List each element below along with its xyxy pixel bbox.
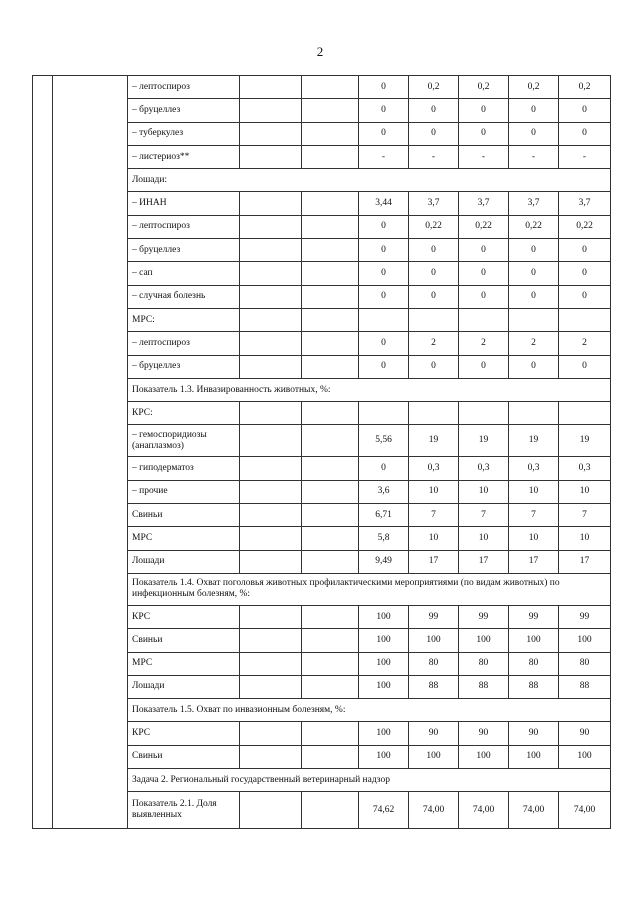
value-cell: 3,44 <box>359 192 409 215</box>
value-cell: 0 <box>459 355 509 378</box>
row-label: – листериоз** <box>128 145 240 168</box>
row-label: КРС <box>128 605 240 628</box>
unit-cell <box>240 355 302 378</box>
base-cell <box>302 355 359 378</box>
value-cell: 10 <box>509 480 559 503</box>
value-cell: 0 <box>359 239 409 262</box>
value-cell: 99 <box>459 605 509 628</box>
unit-cell <box>240 332 302 355</box>
value-cell: 3,6 <box>359 480 409 503</box>
value-cell: 0 <box>409 355 459 378</box>
row-label: – случная болезнь <box>128 285 240 308</box>
value-cell: 0 <box>509 122 559 145</box>
value-cell: 2 <box>409 332 459 355</box>
row-label: Лошади <box>128 550 240 573</box>
value-cell: 10 <box>559 527 611 550</box>
value-cell: 0 <box>459 262 509 285</box>
row-label: Показатель 1.4. Охват поголовья животных профилактическими мероприятиями (по видам животных) по инфекционным болезням, %: <box>128 573 611 605</box>
unit-cell <box>240 745 302 768</box>
value-cell: 74,00 <box>559 792 611 829</box>
value-cell: 17 <box>559 550 611 573</box>
value-cell: 88 <box>409 675 459 698</box>
unit-cell <box>240 122 302 145</box>
base-cell <box>302 145 359 168</box>
row-label: Свиньи <box>128 504 240 527</box>
value-cell: 0 <box>359 285 409 308</box>
row-label: Показатель 1.3. Инвазированность животных, %: <box>128 378 611 401</box>
value-cell: 0 <box>359 332 409 355</box>
row-label: – прочие <box>128 480 240 503</box>
unit-cell <box>240 792 302 829</box>
base-cell <box>302 745 359 768</box>
value-cell: 100 <box>359 675 409 698</box>
value-cell: 19 <box>559 425 611 457</box>
base-cell <box>302 629 359 652</box>
value-cell: 10 <box>409 480 459 503</box>
value-cell: 7 <box>509 504 559 527</box>
row-label: Лошади <box>128 675 240 698</box>
row-label: – бруцеллез <box>128 239 240 262</box>
value-cell: 0,2 <box>559 76 611 99</box>
row-label: МРС <box>128 652 240 675</box>
value-cell: 90 <box>409 722 459 745</box>
base-cell <box>302 652 359 675</box>
value-cell: 0 <box>409 99 459 122</box>
value-cell: 0 <box>509 99 559 122</box>
value-cell: 0 <box>359 457 409 480</box>
value-cell: 3,7 <box>409 192 459 215</box>
value-cell: 0 <box>559 355 611 378</box>
value-cell: 10 <box>509 527 559 550</box>
value-cell: 0,22 <box>409 215 459 238</box>
base-cell <box>302 122 359 145</box>
row-label: – бруцеллез <box>128 355 240 378</box>
value-cell: - <box>359 145 409 168</box>
value-cell: 0 <box>559 262 611 285</box>
value-cell: 17 <box>509 550 559 573</box>
value-cell: 100 <box>359 605 409 628</box>
value-cell: 80 <box>559 652 611 675</box>
unit-cell <box>240 527 302 550</box>
unit-cell <box>240 652 302 675</box>
base-cell <box>302 722 359 745</box>
value-cell: - <box>509 145 559 168</box>
value-cell: 0 <box>409 239 459 262</box>
value-cell: 0 <box>359 262 409 285</box>
value-cell: 100 <box>559 629 611 652</box>
value-cell: 0 <box>509 355 559 378</box>
value-cell: 0 <box>359 122 409 145</box>
value-cell: 90 <box>559 722 611 745</box>
row-label: – ИНАН <box>128 192 240 215</box>
base-cell <box>302 285 359 308</box>
row-label: Свиньи <box>128 745 240 768</box>
value-cell: 100 <box>459 629 509 652</box>
value-cell: 0 <box>359 355 409 378</box>
base-cell <box>302 425 359 457</box>
value-cell: 80 <box>509 652 559 675</box>
value-cell: 17 <box>409 550 459 573</box>
row-label: – гемоспоридиозы (анаплазмоз) <box>128 425 240 457</box>
base-cell <box>302 504 359 527</box>
row-label: Свиньи <box>128 629 240 652</box>
value-cell: 0 <box>409 285 459 308</box>
value-cell: - <box>409 145 459 168</box>
value-cell: 0,22 <box>559 215 611 238</box>
row-label: – туберкулез <box>128 122 240 145</box>
unit-cell <box>240 402 302 425</box>
value-cell: 0 <box>509 239 559 262</box>
value-cell: 99 <box>409 605 459 628</box>
value-cell <box>509 402 559 425</box>
value-cell: 0,22 <box>459 215 509 238</box>
base-cell <box>302 792 359 829</box>
indicators-table <box>32 75 611 829</box>
unit-cell <box>240 262 302 285</box>
unit-cell <box>240 145 302 168</box>
value-cell: 0 <box>559 285 611 308</box>
unit-cell <box>240 605 302 628</box>
base-cell <box>302 308 359 331</box>
value-cell: 0 <box>509 285 559 308</box>
unit-cell <box>240 480 302 503</box>
value-cell: 0 <box>509 262 559 285</box>
unit-cell <box>240 192 302 215</box>
value-cell: 100 <box>359 652 409 675</box>
row-label: – сап <box>128 262 240 285</box>
value-cell: 5,56 <box>359 425 409 457</box>
base-cell <box>302 239 359 262</box>
unit-cell <box>240 425 302 457</box>
value-cell: 9,49 <box>359 550 409 573</box>
value-cell <box>409 402 459 425</box>
unit-cell <box>240 629 302 652</box>
value-cell: 0 <box>409 122 459 145</box>
value-cell <box>359 402 409 425</box>
value-cell <box>559 308 611 331</box>
row-label: КРС <box>128 722 240 745</box>
row-label: Задача 2. Региональный государственный ветеринарный надзор <box>128 769 611 792</box>
task-name-column <box>53 76 128 829</box>
value-cell: 0 <box>559 122 611 145</box>
value-cell: 100 <box>359 745 409 768</box>
row-number-column <box>33 76 53 829</box>
value-cell: 2 <box>459 332 509 355</box>
value-cell: 2 <box>559 332 611 355</box>
value-cell: 74,00 <box>459 792 509 829</box>
row-label: – лептоспироз <box>128 215 240 238</box>
value-cell: 0,22 <box>509 215 559 238</box>
value-cell: 3,7 <box>509 192 559 215</box>
value-cell: 88 <box>459 675 509 698</box>
value-cell: 0 <box>459 239 509 262</box>
value-cell <box>359 308 409 331</box>
value-cell: 80 <box>459 652 509 675</box>
value-cell: 0 <box>459 285 509 308</box>
unit-cell <box>240 308 302 331</box>
value-cell: 88 <box>509 675 559 698</box>
value-cell: 19 <box>409 425 459 457</box>
value-cell: 6,71 <box>359 504 409 527</box>
unit-cell <box>240 99 302 122</box>
value-cell: - <box>559 145 611 168</box>
unit-cell <box>240 76 302 99</box>
value-cell: 10 <box>459 480 509 503</box>
base-cell <box>302 457 359 480</box>
value-cell: 74,00 <box>409 792 459 829</box>
value-cell <box>459 402 509 425</box>
value-cell: 19 <box>459 425 509 457</box>
value-cell <box>559 402 611 425</box>
value-cell: 100 <box>509 629 559 652</box>
base-cell <box>302 480 359 503</box>
base-cell <box>302 527 359 550</box>
base-cell <box>302 402 359 425</box>
value-cell: 10 <box>409 527 459 550</box>
table-row <box>33 76 611 99</box>
value-cell: 100 <box>509 745 559 768</box>
row-label: Лошади: <box>128 169 611 192</box>
row-label: – гиподерматоз <box>128 457 240 480</box>
value-cell: 74,62 <box>359 792 409 829</box>
value-cell: 99 <box>509 605 559 628</box>
unit-cell <box>240 239 302 262</box>
value-cell: 0,2 <box>509 76 559 99</box>
row-label: – лептоспироз <box>128 332 240 355</box>
row-label: Показатель 1.5. Охват по инвазионным болезням, %: <box>128 699 611 722</box>
unit-cell <box>240 457 302 480</box>
value-cell: 3,7 <box>459 192 509 215</box>
row-label: КРС: <box>128 402 240 425</box>
value-cell: - <box>459 145 509 168</box>
value-cell: 0,3 <box>509 457 559 480</box>
value-cell: 10 <box>459 527 509 550</box>
row-label: МРС: <box>128 308 240 331</box>
value-cell: 3,7 <box>559 192 611 215</box>
base-cell <box>302 76 359 99</box>
unit-cell <box>240 675 302 698</box>
value-cell <box>409 308 459 331</box>
value-cell: 5,8 <box>359 527 409 550</box>
base-cell <box>302 332 359 355</box>
value-cell: 88 <box>559 675 611 698</box>
value-cell: 100 <box>559 745 611 768</box>
row-label: Показатель 2.1. Доля выявленных <box>128 792 240 829</box>
value-cell <box>459 308 509 331</box>
page-number: 2 <box>316 44 324 59</box>
base-cell <box>302 215 359 238</box>
unit-cell <box>240 285 302 308</box>
value-cell: 0 <box>459 99 509 122</box>
value-cell: 0 <box>459 122 509 145</box>
value-cell: 99 <box>559 605 611 628</box>
value-cell: 19 <box>509 425 559 457</box>
value-cell: 0 <box>409 262 459 285</box>
unit-cell <box>240 550 302 573</box>
value-cell: 0 <box>359 215 409 238</box>
value-cell: 74,00 <box>509 792 559 829</box>
value-cell: 80 <box>409 652 459 675</box>
value-cell: 100 <box>409 629 459 652</box>
value-cell: 7 <box>409 504 459 527</box>
value-cell: 90 <box>509 722 559 745</box>
value-cell: 0 <box>559 239 611 262</box>
value-cell: 100 <box>359 722 409 745</box>
value-cell: 0,3 <box>459 457 509 480</box>
unit-cell <box>240 504 302 527</box>
value-cell: 90 <box>459 722 509 745</box>
unit-cell <box>240 215 302 238</box>
value-cell: 7 <box>459 504 509 527</box>
value-cell: 100 <box>409 745 459 768</box>
value-cell: 2 <box>509 332 559 355</box>
base-cell <box>302 550 359 573</box>
unit-cell <box>240 722 302 745</box>
value-cell: 17 <box>459 550 509 573</box>
row-label: – бруцеллез <box>128 99 240 122</box>
value-cell: 0 <box>359 99 409 122</box>
value-cell: 0,3 <box>409 457 459 480</box>
value-cell: 0,2 <box>409 76 459 99</box>
row-label: – лептоспироз <box>128 76 240 99</box>
base-cell <box>302 262 359 285</box>
value-cell: 100 <box>359 629 409 652</box>
value-cell: 10 <box>559 480 611 503</box>
value-cell: 100 <box>459 745 509 768</box>
value-cell <box>509 308 559 331</box>
value-cell: 0 <box>359 76 409 99</box>
base-cell <box>302 99 359 122</box>
value-cell: 0 <box>559 99 611 122</box>
value-cell: 0,2 <box>459 76 509 99</box>
base-cell <box>302 192 359 215</box>
row-label: МРС <box>128 527 240 550</box>
base-cell <box>302 675 359 698</box>
value-cell: 7 <box>559 504 611 527</box>
value-cell: 0,3 <box>559 457 611 480</box>
base-cell <box>302 605 359 628</box>
